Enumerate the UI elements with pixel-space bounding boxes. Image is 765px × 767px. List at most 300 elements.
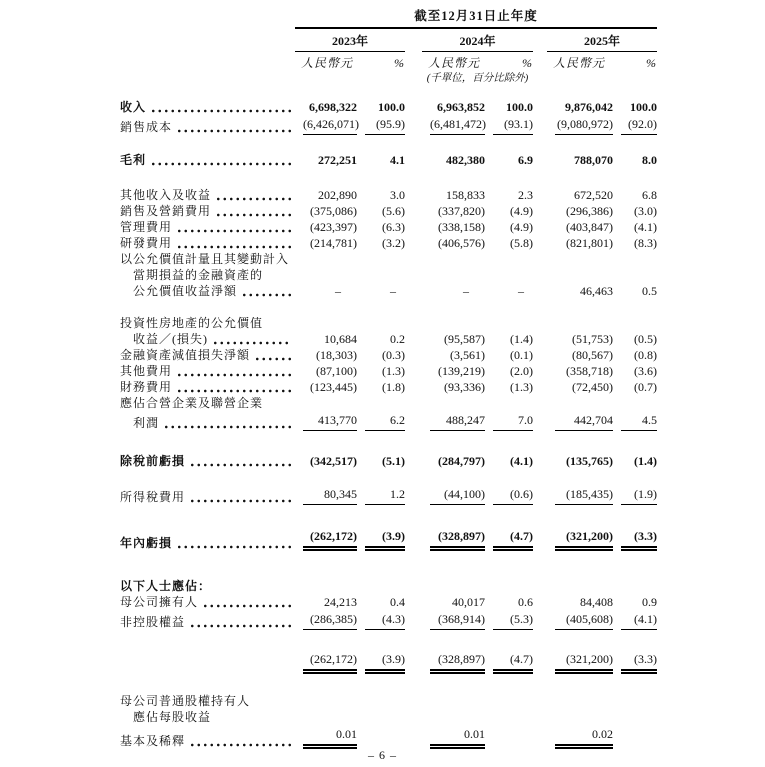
row-label	[120, 347, 295, 363]
cell-value: 100.0	[506, 100, 533, 114]
cell-value: (135,765)	[566, 454, 613, 468]
cell-value: (262,172)	[303, 528, 357, 551]
percent-cell	[485, 152, 533, 168]
percent-cell	[357, 235, 405, 251]
page-number: – 6 –	[368, 748, 397, 762]
row-label	[120, 527, 295, 551]
percent-cell	[357, 152, 405, 168]
amount-cell	[422, 187, 485, 203]
cell-value: (0.3)	[382, 348, 405, 362]
cell-value: (3.9)	[365, 528, 405, 551]
amount-cell	[547, 363, 613, 379]
cell-value: (9,080,972)	[555, 116, 613, 135]
cell-value: (93.1)	[493, 116, 533, 135]
amount-cell	[422, 347, 485, 363]
amount-cell	[295, 152, 357, 168]
col-gap	[533, 115, 547, 135]
row-label-text: 收益／(損失)	[133, 332, 208, 346]
cell-value: 0.01	[303, 726, 357, 749]
cell-value: (3.3)	[621, 528, 657, 551]
row-label	[120, 725, 295, 749]
amount-cell	[295, 187, 357, 203]
percent-cell	[485, 411, 533, 431]
cell-value: 788,070	[574, 153, 613, 167]
percent-cell	[485, 453, 533, 469]
col-gap	[405, 99, 422, 115]
percent-cell	[613, 363, 657, 379]
dot-leader	[176, 389, 292, 393]
row-label-text: 銷售及營銷費用	[120, 204, 212, 218]
amount-cell	[422, 527, 485, 551]
row-label-text: 利潤	[133, 416, 160, 430]
percent-cell	[613, 725, 657, 749]
dot-leader	[163, 425, 292, 429]
cell-value: 672,520	[574, 188, 613, 202]
year-2023-header: 2023年	[295, 28, 405, 52]
amount-cell	[422, 485, 485, 505]
cell-value: (18,303)	[316, 348, 357, 362]
row-label-line	[120, 99, 295, 115]
percent-cell	[485, 203, 533, 219]
row-label-line	[120, 594, 295, 610]
cell-value: 80,345	[303, 486, 357, 505]
table-row-label-line	[120, 251, 657, 267]
percent-cell	[613, 453, 657, 469]
dot-leader	[189, 743, 292, 747]
table-row	[120, 99, 657, 115]
col-gap	[405, 187, 422, 203]
cell-value: 40,017	[452, 595, 485, 609]
cell-value: (6,426,071)	[303, 116, 357, 135]
cell-value: (328,897)	[430, 651, 485, 674]
table-row-label-line	[120, 693, 657, 709]
cell-value: (1.8)	[382, 380, 405, 394]
dot-leader	[215, 197, 292, 201]
row-label-text: 基本及稀釋	[120, 734, 186, 748]
cell-value: (368,914)	[430, 611, 485, 630]
amount-cell	[547, 219, 613, 235]
percent-cell	[613, 347, 657, 363]
cell-value: 2.3	[518, 188, 533, 202]
percent-cell	[485, 219, 533, 235]
percent-cell	[357, 115, 405, 135]
amount-cell	[547, 610, 613, 630]
col-gap	[405, 610, 422, 630]
dot-leader	[215, 213, 292, 217]
cell-value: 482,380	[446, 153, 485, 167]
cell-value: (5.1)	[382, 454, 405, 468]
cell-value: (262,172)	[303, 651, 357, 674]
cell-value: 0.2	[390, 332, 405, 346]
cell-value: (123,445)	[310, 380, 357, 394]
dot-leader	[150, 109, 292, 113]
amount-cell	[422, 650, 485, 674]
table-row	[120, 235, 657, 251]
percent-cell	[613, 379, 657, 395]
col-gap	[533, 219, 547, 235]
unit-note-row	[120, 71, 657, 86]
amount-cell	[295, 527, 357, 551]
percent-cell	[357, 411, 405, 431]
percent-cell	[613, 650, 657, 674]
row-label-text: 以公允價值計量且其變動計入	[120, 252, 290, 266]
percent-cell	[485, 363, 533, 379]
row-label-line	[120, 331, 295, 347]
cell-value: (4.7)	[493, 528, 533, 551]
cell-value: (185,435)	[555, 486, 613, 505]
cell-value: (0.8)	[634, 348, 658, 362]
year-header-row	[120, 28, 657, 52]
percent-cell	[357, 379, 405, 395]
cell-value: (72,450)	[572, 380, 613, 394]
dot-leader	[150, 162, 292, 166]
amount-cell	[295, 115, 357, 135]
cell-value: (4.9)	[510, 204, 533, 218]
table-row	[120, 650, 657, 674]
cell-value: (0.5)	[634, 332, 658, 346]
row-label-text: 非控股權益	[120, 615, 186, 629]
col-gap	[533, 725, 547, 749]
amount-cell	[547, 347, 613, 363]
dot-leader	[176, 229, 292, 233]
row-label-text: 財務費用	[120, 380, 173, 394]
unit-note: (千單位，百分比除外)	[426, 73, 529, 84]
percent-cell	[357, 485, 405, 505]
cell-value: (0.6)	[493, 486, 533, 505]
percent-cell	[485, 99, 533, 115]
cell-value: (3.3)	[621, 651, 657, 674]
col-gap	[405, 453, 422, 469]
cell-value: 0.5	[642, 284, 658, 298]
amount-cell	[422, 219, 485, 235]
cell-value: (51,753)	[572, 332, 613, 346]
amount-cell	[295, 203, 357, 219]
amount-cell	[295, 99, 357, 115]
amount-cell	[547, 453, 613, 469]
cell-value: (337,820)	[438, 204, 485, 218]
col-gap	[533, 485, 547, 505]
row-label-text: 投資性房地產的公允價值	[120, 316, 264, 330]
row-label-text: 母公司擁有人	[120, 595, 199, 609]
dot-leader	[176, 129, 292, 133]
cell-value: 272,251	[318, 153, 357, 167]
col-gap	[405, 379, 422, 395]
table-row	[120, 152, 657, 168]
dot-leader	[212, 341, 292, 345]
table-row	[120, 527, 657, 551]
cell-value: 9,876,042	[565, 100, 613, 114]
percent-cell	[613, 235, 657, 251]
amount-cell	[547, 99, 613, 115]
cell-value: (214,781)	[310, 236, 357, 250]
cell-value: (3,561)	[450, 348, 485, 362]
col-gap	[405, 219, 422, 235]
cell-value: 4.5	[621, 412, 657, 431]
table-row	[120, 379, 657, 395]
col-gap	[405, 152, 422, 168]
amount-cell	[295, 610, 357, 630]
cell-value: (1.4)	[634, 454, 658, 468]
row-label	[120, 578, 657, 594]
cell-value: (342,517)	[310, 454, 357, 468]
row-spacer	[120, 674, 657, 693]
table-row	[120, 725, 657, 749]
cell-value: 100.0	[378, 100, 405, 114]
amount-cell	[422, 453, 485, 469]
row-spacer	[120, 630, 657, 650]
year-2024-header: 2024年	[422, 28, 533, 52]
row-label	[120, 235, 295, 251]
dot-leader	[241, 293, 292, 297]
cell-value: (139,219)	[438, 364, 485, 378]
col-gap	[405, 28, 422, 52]
cell-value: 6,698,322	[309, 100, 357, 114]
row-label	[120, 610, 295, 630]
row-label	[120, 379, 295, 395]
row-label	[120, 99, 295, 115]
percent-cell	[485, 115, 533, 135]
percent-cell	[357, 283, 405, 299]
col-gap	[405, 203, 422, 219]
cell-value: (286,385)	[303, 611, 357, 630]
row-label	[120, 283, 295, 299]
cell-value: (375,086)	[310, 204, 357, 218]
row-label	[120, 693, 657, 709]
row-spacer	[120, 299, 657, 315]
row-label-line	[120, 379, 295, 395]
percent-cell	[485, 379, 533, 395]
amount-cell	[422, 235, 485, 251]
percent-cell	[613, 115, 657, 135]
table-row	[120, 578, 657, 594]
cell-value: (3.6)	[634, 364, 658, 378]
cell-value: –	[518, 284, 524, 298]
cell-value: 7.0	[493, 412, 533, 431]
cell-value: (93,336)	[444, 380, 485, 394]
table-row	[120, 363, 657, 379]
row-label-line	[120, 489, 295, 505]
col-gap	[405, 527, 422, 551]
cell-value: (328,897)	[430, 528, 485, 551]
cell-value: (6.3)	[382, 220, 405, 234]
cell-value: (338,158)	[438, 220, 485, 234]
amount-cell	[547, 485, 613, 505]
percent-cell	[613, 283, 657, 299]
cell-value: (405,608)	[555, 611, 613, 630]
percent-cell	[613, 331, 657, 347]
cell-value: (3.9)	[365, 651, 405, 674]
col-gap	[405, 235, 422, 251]
row-label	[120, 331, 295, 347]
amount-cell	[547, 152, 613, 168]
col-gap	[533, 187, 547, 203]
col-gap	[405, 650, 422, 674]
currency-label-2024: 人民幣元	[428, 56, 481, 70]
amount-cell	[295, 650, 357, 674]
cell-value: 488,247	[430, 412, 485, 431]
amount-cell	[547, 650, 613, 674]
col-gap	[405, 331, 422, 347]
cell-value: (4.9)	[510, 220, 533, 234]
amount-cell	[422, 379, 485, 395]
cell-value: 6.2	[365, 412, 405, 431]
percent-cell	[613, 485, 657, 505]
cell-value: 0.02	[555, 726, 613, 749]
row-label-text: 收入	[120, 100, 147, 114]
percent-cell	[613, 187, 657, 203]
row-label	[120, 453, 295, 469]
amount-cell	[422, 203, 485, 219]
table-row	[120, 594, 657, 610]
col-gap	[405, 347, 422, 363]
row-label	[120, 203, 295, 219]
row-label-line	[120, 219, 295, 235]
percent-cell	[485, 594, 533, 610]
cell-value: 100.0	[630, 100, 658, 114]
row-label-text: 金融資產減值損失淨額	[120, 348, 251, 362]
cell-value: (95.9)	[365, 116, 405, 135]
row-spacer	[120, 505, 657, 527]
period-title-row	[120, 8, 657, 28]
percent-cell	[485, 527, 533, 551]
amount-cell	[422, 725, 485, 749]
cell-value: 413,770	[303, 412, 357, 431]
percent-cell	[613, 99, 657, 115]
amount-cell	[422, 99, 485, 115]
row-label-line	[120, 535, 295, 551]
table-row	[120, 411, 657, 431]
row-spacer	[120, 469, 657, 485]
row-label-line	[120, 733, 295, 749]
table-row	[120, 347, 657, 363]
cell-value: 0.01	[430, 726, 485, 749]
row-label-line	[120, 347, 295, 363]
percent-cell	[613, 152, 657, 168]
percent-cell	[485, 650, 533, 674]
table-header	[120, 8, 657, 86]
percent-cell	[357, 725, 405, 749]
amount-cell	[422, 331, 485, 347]
amount-cell	[295, 485, 357, 505]
col-gap	[405, 485, 422, 505]
row-label-text: 應佔合營企業及聯營企業	[120, 396, 264, 410]
cell-value: (1.3)	[382, 364, 405, 378]
cell-value: –	[463, 284, 469, 298]
amount-cell	[422, 363, 485, 379]
row-label-line	[120, 283, 295, 299]
cell-value: 8.0	[642, 153, 658, 167]
amount-cell	[422, 411, 485, 431]
amount-cell	[295, 235, 357, 251]
percent-cell	[613, 594, 657, 610]
col-gap	[533, 331, 547, 347]
col-gap	[533, 453, 547, 469]
row-label	[120, 152, 295, 168]
row-label	[120, 709, 657, 725]
row-label-text: 母公司普通股權持有人	[120, 694, 251, 708]
table-row-label-line	[120, 395, 657, 411]
cell-value: (284,797)	[438, 454, 485, 468]
amount-cell	[295, 347, 357, 363]
cell-value: (2.0)	[510, 364, 533, 378]
cell-value: 4.1	[390, 153, 405, 167]
row-label	[120, 650, 295, 674]
amount-cell	[295, 219, 357, 235]
row-label	[120, 395, 657, 411]
cell-value: 6,963,852	[437, 100, 485, 114]
cell-value: (80,567)	[572, 348, 613, 362]
percent-cell	[357, 527, 405, 551]
amount-cell	[295, 725, 357, 749]
percent-label-2023: %	[394, 56, 405, 70]
col-gap	[533, 363, 547, 379]
currency-label-2025: 人民幣元	[553, 56, 606, 70]
row-label	[120, 187, 295, 203]
amount-cell	[422, 152, 485, 168]
amount-cell	[547, 187, 613, 203]
row-label-line	[120, 119, 295, 135]
row-label-line	[120, 415, 295, 431]
row-label	[120, 411, 295, 431]
dot-leader	[176, 373, 292, 377]
col-gap	[533, 379, 547, 395]
amount-cell	[295, 411, 357, 431]
amount-cell	[547, 203, 613, 219]
amount-cell	[422, 283, 485, 299]
percent-cell	[485, 725, 533, 749]
amount-cell	[295, 594, 357, 610]
row-label-line	[120, 152, 295, 168]
cell-value: (4.1)	[510, 454, 533, 468]
percent-cell	[485, 610, 533, 630]
table-row	[120, 610, 657, 630]
table-row-label-line	[120, 315, 657, 331]
dot-leader	[189, 463, 292, 467]
percent-cell	[485, 283, 533, 299]
row-label-text: 其他費用	[120, 364, 173, 378]
year-2025-header: 2025年	[547, 28, 657, 52]
row-spacer	[120, 135, 657, 152]
cell-value: (4.3)	[365, 611, 405, 630]
row-label-text: 毛利	[120, 153, 147, 167]
row-label-text: 所得稅費用	[120, 490, 186, 504]
dot-leader	[189, 624, 292, 628]
cell-value: (321,200)	[555, 651, 613, 674]
cell-value: 46,463	[580, 284, 613, 298]
cell-value: 202,890	[318, 188, 357, 202]
col-gap	[533, 99, 547, 115]
cell-value: (87,100)	[316, 364, 357, 378]
period-title: 截至12月31日止年度	[295, 8, 657, 28]
table-row	[120, 203, 657, 219]
col-gap	[533, 527, 547, 551]
row-label	[120, 219, 295, 235]
amount-cell	[547, 235, 613, 251]
col-gap	[405, 283, 422, 299]
cell-value: 24,213	[324, 595, 357, 609]
percent-label-2024: %	[522, 56, 533, 70]
row-label-text: 管理費用	[120, 220, 173, 234]
table-row-label-line	[120, 267, 657, 283]
dot-leader	[189, 499, 292, 503]
amount-cell	[295, 363, 357, 379]
amount-cell	[295, 283, 357, 299]
statement-container	[120, 8, 657, 749]
percent-cell	[613, 219, 657, 235]
currency-header-row	[120, 52, 657, 72]
col-gap	[405, 115, 422, 135]
amount-cell	[422, 115, 485, 135]
